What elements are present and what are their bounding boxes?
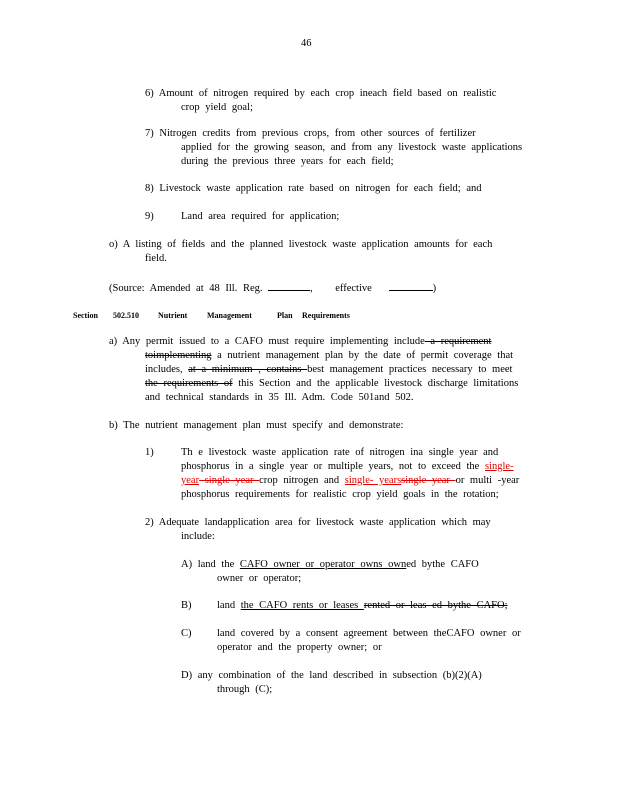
- subitem-a-text: A) land the: [181, 559, 240, 570]
- deleted-text: single year: [199, 475, 260, 486]
- subitem-b-number: B): [181, 600, 192, 611]
- inserted-text: year: [181, 475, 200, 486]
- section-title-word-2: Management: [207, 311, 252, 320]
- deleted-text: a requirement: [424, 336, 492, 347]
- section-number: 502.510: [113, 311, 139, 320]
- item-7-line-2: applied for the growing season, and from any livestock waste applications: [181, 142, 523, 153]
- item-b2-line-1: 2) Adequate landapplication area for livestock waste application which may: [145, 517, 491, 528]
- source-end: ): [432, 283, 437, 294]
- subitem-c-line-1: land covered by a consent agreement between theCAFO owner or: [217, 628, 521, 639]
- item-7-line-1: 7) Nitrogen credits from previous crops, from other sources of fertilizer: [145, 128, 476, 139]
- para-a-text: this Section and the applicable livestock discharge limitations: [232, 378, 519, 389]
- inserted-text: single- years: [344, 475, 402, 486]
- source-prefix: (Source: Amended at 48 Ill. Reg.: [109, 283, 263, 294]
- para-a-text: includes,: [145, 364, 189, 375]
- item-b2-line-2: include:: [181, 531, 215, 542]
- para-a-text: a) Any permit issued to a CAFO must require implementing include: [109, 336, 425, 347]
- subitem-a-line-1: [181, 559, 479, 571]
- section-title-word-1: Nutrient: [158, 311, 188, 320]
- deleted-text: at a minimum , contains: [188, 364, 308, 375]
- source-separator: ,: [310, 283, 313, 294]
- section-title-word-4: Requirements: [302, 311, 350, 320]
- para-a-text: best management practices necessary to meet: [307, 364, 513, 375]
- para-a-line-1: [109, 336, 491, 348]
- subitem-c-number: C): [181, 628, 192, 639]
- page-number: 46: [301, 38, 312, 49]
- item-o-line-2: field.: [145, 253, 167, 264]
- inserted-text: CAFO owner or operator owns own: [239, 559, 407, 570]
- item-8: 8) Livestock waste application rate based on nitrogen for each field; and: [145, 183, 482, 194]
- item-b1-line-2: [181, 461, 514, 473]
- deleted-text: single year: [401, 475, 456, 486]
- subitem-b-text: [217, 600, 508, 612]
- section-title-word-3: Plan: [277, 311, 293, 320]
- item-b1-line-4: phosphorus requirements for realistic crop yield goals in the rotation;: [181, 489, 499, 500]
- source-note: [109, 281, 436, 295]
- para-a-text: a nutrient management plan by the date of permit coverage that: [211, 350, 514, 361]
- para-a-line-4: [145, 378, 518, 390]
- item-9-text: Land area required for application;: [181, 211, 340, 222]
- item-b1-number: 1): [145, 447, 154, 458]
- effective-date-blank: [389, 281, 433, 291]
- item-7-line-3: during the previous three years for each field;: [181, 156, 394, 167]
- deleted-text: toimplementing: [145, 350, 212, 361]
- item-b1-line-1: Th e livestock waste application rate of nitrogen ina single year and: [181, 447, 499, 458]
- subitem-d-line-2: through (C);: [217, 684, 273, 695]
- section-label: Section: [73, 311, 98, 320]
- subitem-d-line-1: D) any combination of the land described in subsection (b)(2)(A): [181, 670, 482, 681]
- item-6-line-2: crop yield goal;: [181, 102, 253, 113]
- item-b1-text: or multi -year: [455, 475, 520, 486]
- inserted-text: the CAFO rents or leases: [240, 600, 364, 611]
- item-6-line-1: 6) Amount of nitrogen required by each crop ineach field based on realistic: [145, 88, 497, 99]
- subitem-a-text: ed bythe CAFO: [406, 559, 479, 570]
- item-b1-text: phosphorus in a single year or multiple years, not to exceed the: [181, 461, 485, 472]
- para-b-intro: b) The nutrient management plan must specify and demonstrate:: [109, 420, 404, 431]
- inserted-text: single-: [484, 461, 514, 472]
- item-b1-text: crop nitrogen and: [259, 475, 345, 486]
- item-9-number: 9): [145, 211, 154, 222]
- subitem-b-text-part: land: [217, 600, 241, 611]
- source-effective-label: effective: [335, 283, 372, 294]
- item-o-line-1: o) A listing of fields and the planned livestock waste application amounts for each: [109, 239, 493, 250]
- para-a-line-2: [145, 350, 513, 362]
- subitem-a-line-2: owner or operator;: [217, 573, 302, 584]
- item-b1-line-3: [181, 475, 519, 487]
- deleted-text: rented or leas ed bythe CAFO;: [363, 600, 508, 611]
- para-a-line-5: and technical standards in 35 Ill. Adm. Code 501and 502.: [145, 392, 414, 403]
- subitem-c-line-2: operator and the property owner; or: [217, 642, 382, 653]
- deleted-text: the requirements of: [145, 378, 233, 389]
- register-page-blank: [268, 281, 310, 291]
- para-a-line-3: [145, 364, 512, 376]
